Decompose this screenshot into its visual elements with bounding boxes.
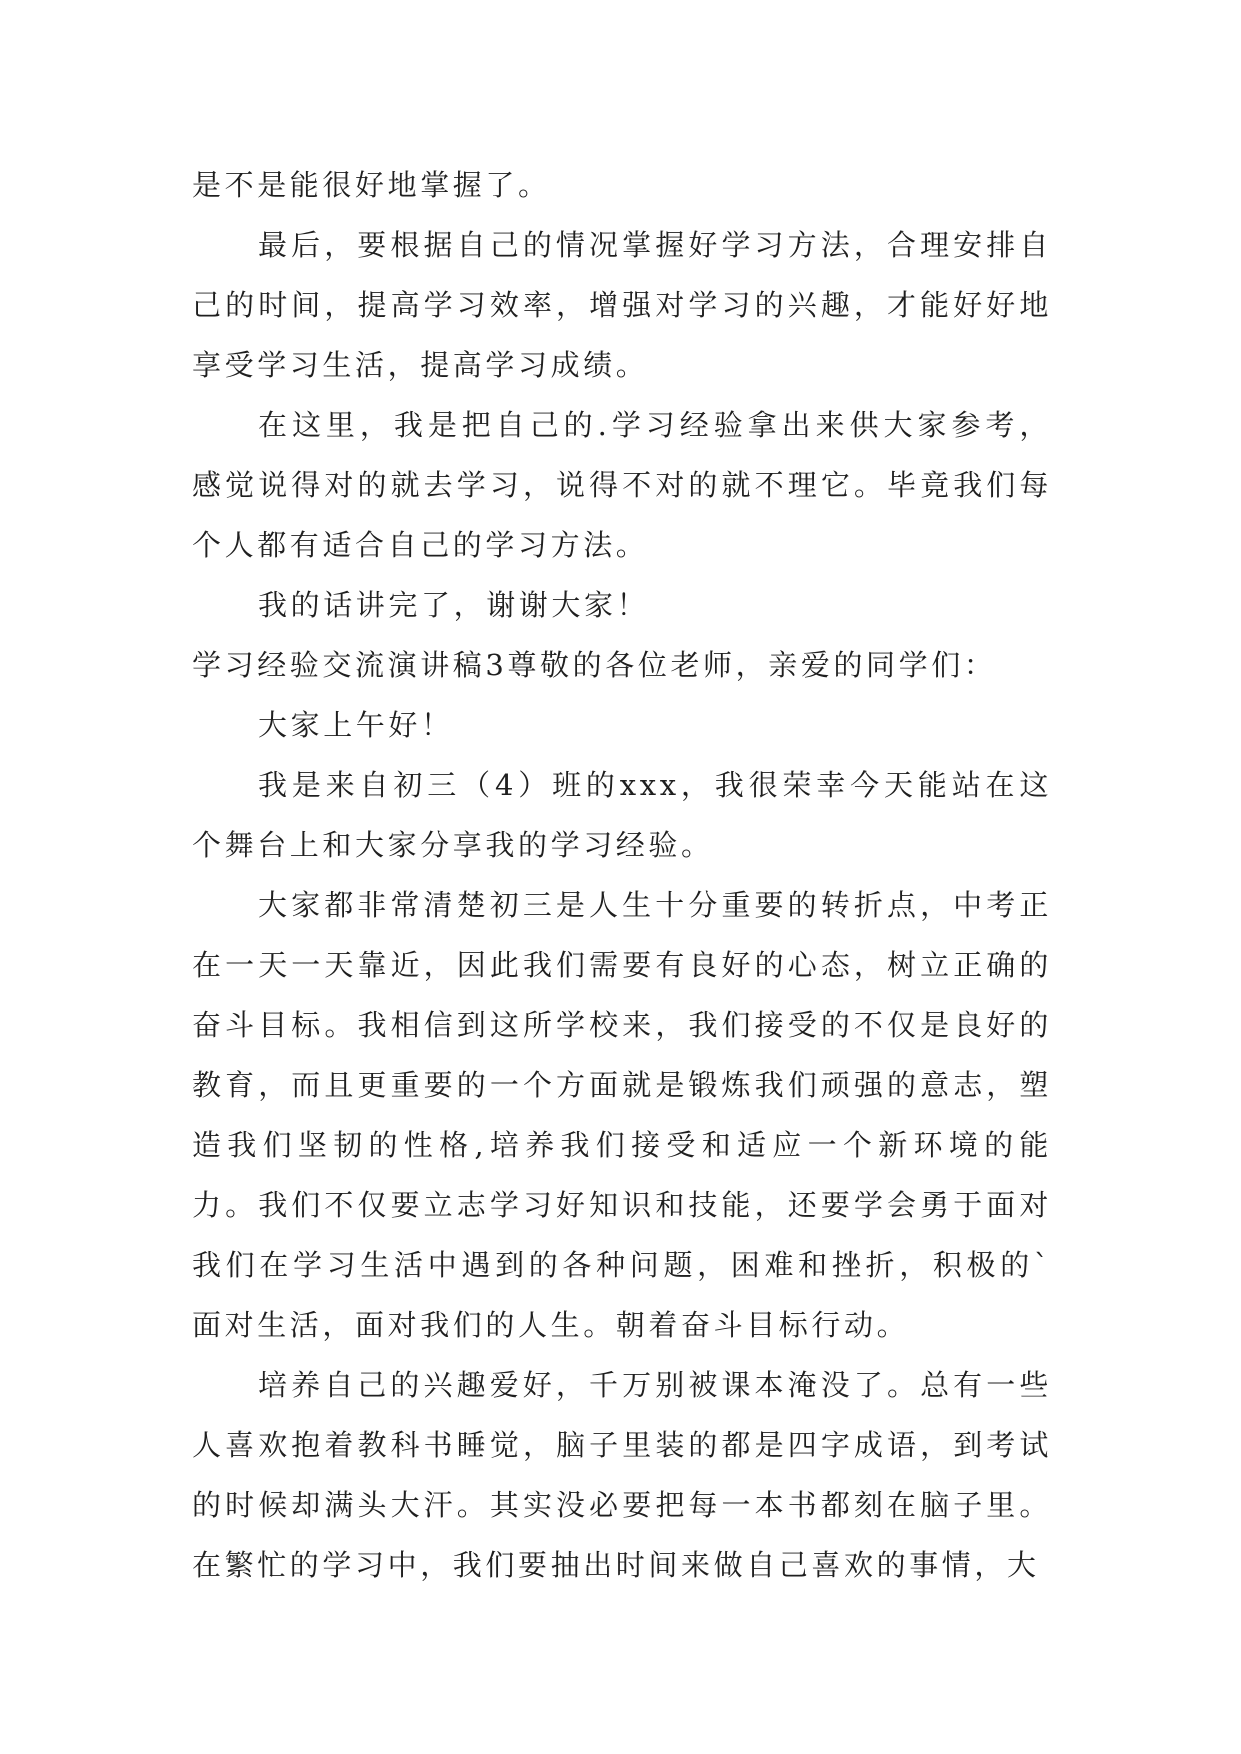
paragraph: 大家都非常清楚初三是人生十分重要的转折点，中考正在一天一天靠近，因此我们需要有良好的心态，树立正确的奋斗目标。我相信到这所学校来，我们接受的不仅是良好的教育，而且更重要的一个方面就是锻炼我们顽强的意志，塑造我们坚韧的性格,培养我们接受和适应一个新环境的能力。我们不仅要立志学习好知识和技能，还要学会勇于面对我们在学习生活中遇到的各种问题，困难和挫折，积极的`面对生活，面对我们的人生。朝着奋斗目标行动。	[192, 888, 1052, 1342]
paragraph: 最后，要根据自己的情况掌握好学习方法，合理安排自己的时间，提高学习效率，增强对学习的兴趣，才能好好地享受学习生活，提高学习成绩。	[192, 228, 1052, 382]
paragraph: 我的话讲完了，谢谢大家！	[258, 588, 650, 622]
paragraph: 我是来自初三（4）班的xxx，我很荣幸今天能站在这个舞台上和大家分享我的学习经验。	[192, 768, 1052, 862]
paragraph: 在这里，我是把自己的.学习经验拿出来供大家参考，感觉说得对的就去学习，说得不对的就不理它。毕竟我们每个人都有适合自己的学习方法。	[192, 408, 1052, 562]
paragraph: 培养自己的兴趣爱好，千万别被课本淹没了。总有一些人喜欢抱着教科书睡觉，脑子里装的都是四字成语，到考试的时候却满头大汗。其实没必要把每一本书都刻在脑子里。在繁忙的学习中，我们要抽出时间来做自己喜欢的事情，大	[192, 1368, 1052, 1582]
paragraph: 大家上午好！	[258, 708, 454, 742]
paragraph: 是不是能很好地掌握了。	[192, 168, 551, 202]
section-heading: 学习经验交流演讲稿3尊敬的各位老师，亲爱的同学们：	[192, 648, 997, 682]
document-body	[192, 155, 1052, 1595]
